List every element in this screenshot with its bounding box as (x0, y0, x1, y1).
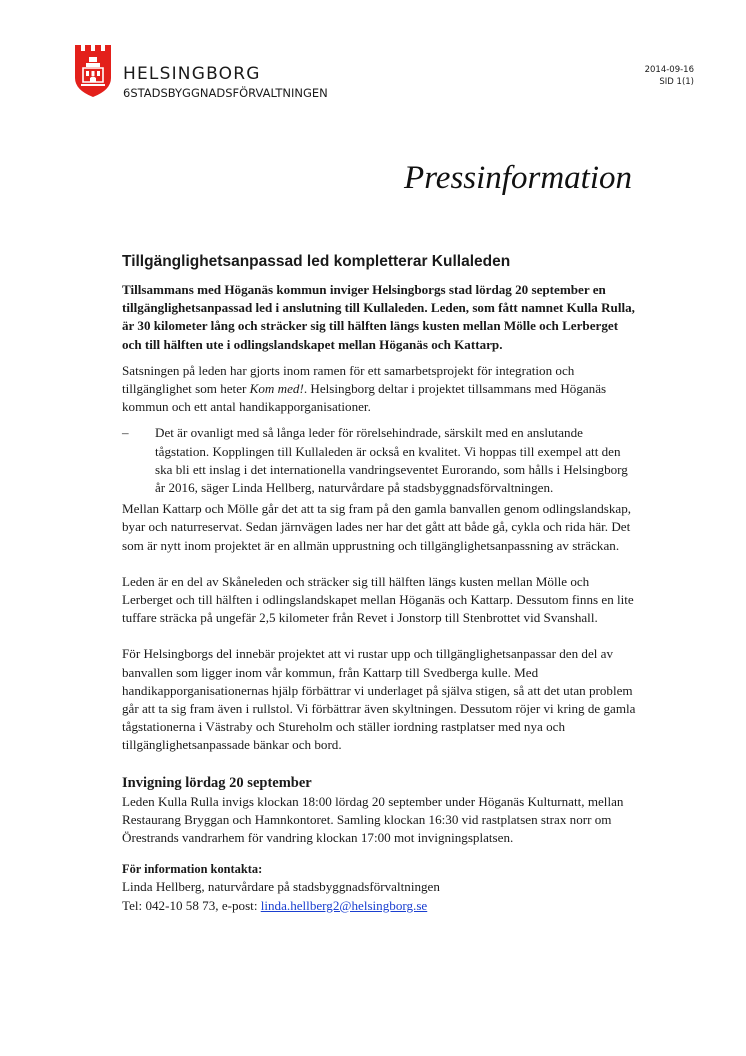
inauguration-heading: Invigning lördag 20 september (122, 774, 312, 791)
quote-dash: – (122, 425, 129, 441)
helsingborg-crest-logo (74, 44, 112, 98)
contact-phone: Tel: 042-10 58 73, e-post: (122, 897, 261, 913)
paragraph-inauguration: Leden Kulla Rulla invigs klockan 18:00 lördag 20 september under Höganäs Kulturnatt, mellan Restaurang Bryggan och Hamnkontoret. Samling klockan 16:30 vid rastplatsen strax norr om Örestrands vandrarhem för vandring klockan 17:00 mot invigningsplatsen. (122, 793, 624, 846)
paragraph-project-text-1: Satsningen på leden har gjorts inom ramen för ett samarbetsprojekt för integration och tillgänglighet som heter (122, 362, 575, 397)
quote-block (122, 424, 640, 497)
contact-name: Linda Hellberg, naturvårdare på stadsbyggnadsförvaltningen (122, 879, 440, 895)
department-name: 6STADSBYGGNADSFÖRVALTNINGEN (123, 86, 328, 100)
paragraph-project (122, 362, 640, 417)
contact-phone-line (122, 897, 640, 915)
organization-name: HELSINGBORG (123, 64, 261, 84)
document-date: 2014-09-16 (644, 65, 694, 75)
contact-email-link[interactable]: linda.hellberg2@helsingborg.se (260, 897, 428, 913)
quote-text: Det är ovanligt med så långa leder för rörelsehindrade, särskilt med en anslutande tågstation. Kopplingen till Kullaleden är också en kvalitet. Vi hoppas till exempel att den ska bli ett inslag i det internationella vandringseventet Eurorando, som hålls i Helsingborg år 2016, säger Linda Hellberg, naturvårdare på stadsbyggnadsförvaltningen. (155, 425, 628, 496)
article-lead: Tillsammans med Höganäs kommun inviger Helsingborgs stad lördag 20 september en tillgänglighetsanpassad led i anslutning till Kullaleden. Leden, som fått namnet Kulla Rulla, är 30 kilometer lång och sträcker sig till hälften längs kusten mellan Mölle och Lerberget och till hälften ute i odlingslandskapet mellan Höganäs och Kattarp. (122, 282, 635, 352)
document-type-title: Pressinformation (404, 160, 632, 196)
page-number: SID 1(1) (659, 77, 694, 87)
paragraph-helsingborg: För Helsingborgs del innebär projektet att vi rustar upp och tillgänglighetsanpassar den del av banvallen som ligger inom vår kommun, från Kattarp till Svedberga kulle. Med handikapporganisationernas hjälp förbättrar vi underlaget på själva stigen, så att det utan problem går att ta sig fram även i rullstol. Vi förbättrar även skyltningen. Dessutom röjer vi kring de gamla tågstationerna i Västraby och Stureholm och ställer iordning rastplatser med nya och tillgänglighetsanpassade bänkar och bord. (122, 646, 636, 753)
paragraph-route: Mellan Kattarp och Mölle går det att ta sig fram på den gamla banvallen genom odlingslandskap, byar och naturreservat. Sedan järnvägen lades ner har det gått att både gå, cykla och rida här. Det som är nytt inom projektet är en allmän upprustning och tillgänglighetsanpassning av sträckan. (122, 501, 632, 553)
contact-heading: För information kontakta: (122, 862, 263, 877)
paragraph-project-text-2: . Helsingborg deltar i projektet tillsammans med Höganäs kommun och ett antal handikapporganisationer. (122, 381, 607, 415)
paragraph-skaneleden: Leden är en del av Skåneleden och sträcker sig till hälften längs kusten mellan Mölle och Lerberget och till hälften i odlingslandskapet mellan Höganäs och Kattarp. Dessutom finns en lite tuffare sträcka på ungefär 2,5 kilometer från Revet i Jonstorp till Stenbrottet vid Svanshall. (122, 573, 634, 626)
project-name: Kom med! (249, 381, 304, 397)
document-meta (645, 64, 694, 88)
article-body (122, 252, 640, 915)
article-headline: Tillgänglighetsanpassad led kompletterar Kullaleden (122, 253, 511, 270)
